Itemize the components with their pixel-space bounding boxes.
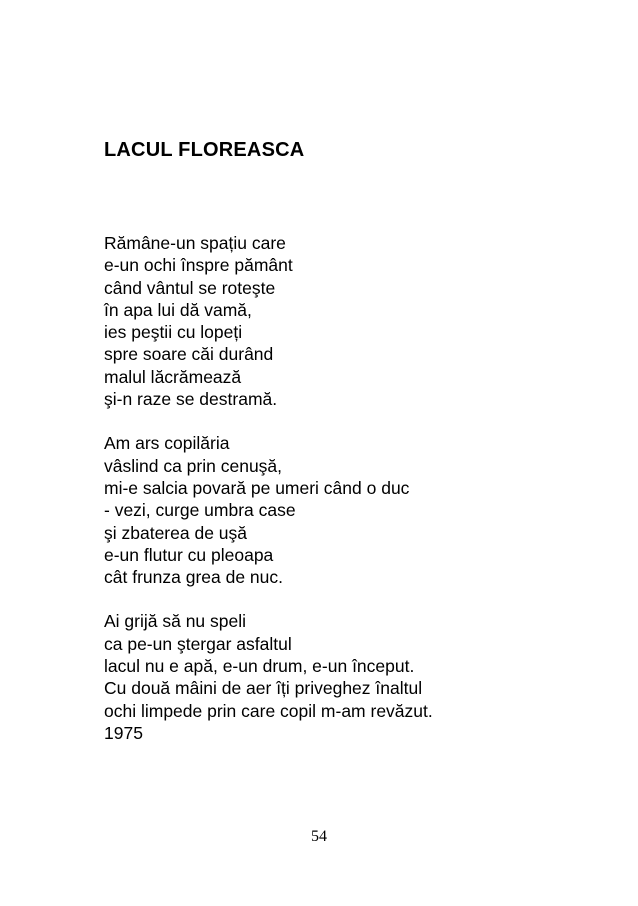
poem-line: Rămâne-un spațiu care <box>104 233 286 253</box>
poem-line: când vântul se roteşte <box>104 277 276 298</box>
page-number: 54 <box>311 828 327 845</box>
poem-line: cât frunza grea de nuc. <box>104 567 283 588</box>
poem-line: ies peştii cu lopeți <box>104 322 243 343</box>
poem-line: e-un ochi înspre pământ <box>104 255 293 276</box>
poem-line: - vezi, curge umbra case <box>104 500 296 521</box>
poem-line: ochi limpede prin care copil m-am revăzut. <box>104 700 433 721</box>
poem-line: şi zbaterea de uşă <box>104 522 248 543</box>
stanza-1 <box>104 232 624 410</box>
poem-line: lacul nu e apă, e-un drum, e-un început. <box>104 656 415 677</box>
poem-line: mi-e salcia povară pe umeri când o duc <box>104 477 410 498</box>
poem-line: e-un flutur cu pleoapa <box>104 544 274 565</box>
poem-line: Am ars copilăria <box>104 433 230 454</box>
poem-line: în apa lui dă vamă, <box>104 299 252 320</box>
poem-line: ca pe-un ştergar asfaltul <box>104 633 292 654</box>
poem-line: malul lăcrămează <box>104 366 242 387</box>
poem-line: spre soare căi durând <box>104 344 274 365</box>
poem-body <box>104 232 624 766</box>
stanza-2 <box>104 432 624 588</box>
poem-line: şi-n raze se destramă. <box>104 389 278 410</box>
stanza-3 <box>104 610 624 744</box>
poem-title: LACUL FLOREASCA <box>104 139 305 161</box>
poem-date: 1975 <box>104 722 143 743</box>
poem-line: vâslind ca prin cenuşă, <box>104 455 283 476</box>
poem-line: Cu două mâini de aer îți priveghez înaltul <box>104 678 423 699</box>
poem-line: Ai grijă să nu speli <box>104 611 247 632</box>
